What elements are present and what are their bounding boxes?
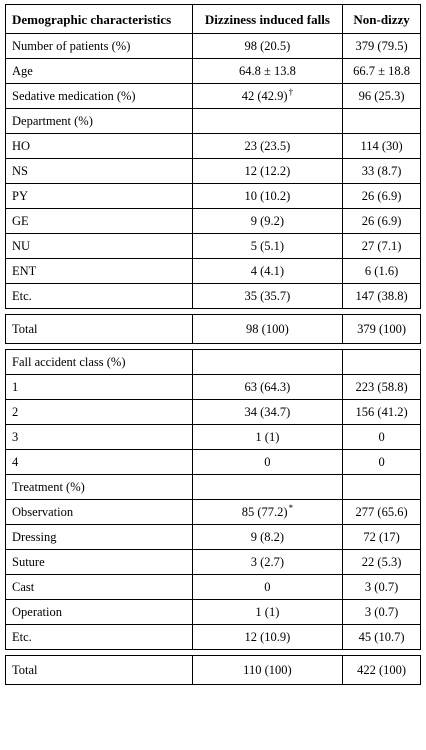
- dizziness-value-text: 98 (20.5): [244, 38, 291, 53]
- non-dizzy-value: [343, 656, 421, 685]
- non-dizzy-value-text: 379 (100): [357, 321, 407, 336]
- dizziness-value-text: 98 (100): [246, 321, 289, 336]
- non-dizzy-value-text: 0: [378, 454, 385, 469]
- dizziness-value-text: 9 (8.2): [250, 529, 285, 544]
- non-dizzy-value: [343, 84, 421, 109]
- row-label-text: Etc.: [12, 629, 32, 644]
- non-dizzy-value: [343, 400, 421, 425]
- table-row: [6, 259, 421, 284]
- dizziness-value: [192, 656, 343, 685]
- dizziness-value: [192, 84, 343, 109]
- table-row: [6, 350, 421, 375]
- non-dizzy-value: [343, 234, 421, 259]
- non-dizzy-value: [343, 475, 421, 500]
- non-dizzy-value-text: 223 (58.8): [355, 379, 408, 394]
- dizziness-value: [192, 575, 343, 600]
- table-row: [6, 315, 421, 344]
- row-label-text: 2: [12, 404, 19, 419]
- row-label: [6, 600, 193, 625]
- dizziness-value: [192, 159, 343, 184]
- row-label-text: Age: [12, 63, 33, 78]
- non-dizzy-value: [343, 209, 421, 234]
- table-row: [6, 59, 421, 84]
- row-label-text: 1: [12, 379, 19, 394]
- table-row: [6, 400, 421, 425]
- row-label: [6, 575, 193, 600]
- non-dizzy-value-text: 6 (1.6): [364, 263, 399, 278]
- non-dizzy-value-text: 156 (41.2): [355, 404, 408, 419]
- dizziness-value-text: 42 (42.9): [241, 88, 288, 103]
- non-dizzy-value: [343, 575, 421, 600]
- table-row: [6, 656, 421, 685]
- row-label: [6, 259, 193, 284]
- row-label: [6, 350, 193, 375]
- dizziness-value: [192, 600, 343, 625]
- dizziness-value: [192, 425, 343, 450]
- header-non-dizzy: Non-dizzy: [343, 5, 421, 34]
- non-dizzy-value: [343, 500, 421, 525]
- dizziness-value-text: 5 (5.1): [250, 238, 285, 253]
- non-dizzy-value: [343, 109, 421, 134]
- table-row: [6, 184, 421, 209]
- dizziness-value: [192, 550, 343, 575]
- non-dizzy-value: [343, 34, 421, 59]
- non-dizzy-value-text: 379 (79.5): [355, 38, 408, 53]
- row-label-text: Observation: [12, 504, 74, 519]
- row-label: [6, 500, 193, 525]
- non-dizzy-value: [343, 425, 421, 450]
- table-row: [6, 34, 421, 59]
- row-label-text: HO: [12, 138, 31, 153]
- dizziness-value: [192, 525, 343, 550]
- row-label-text: NU: [12, 238, 31, 253]
- non-dizzy-value-text: 22 (5.3): [361, 554, 402, 569]
- non-dizzy-value: [343, 184, 421, 209]
- table-row: [6, 625, 421, 650]
- table-row: [6, 425, 421, 450]
- dizziness-value-text: 12 (10.9): [244, 629, 291, 644]
- row-label-text: ENT: [12, 263, 37, 278]
- row-label: [6, 159, 193, 184]
- row-label-text: Operation: [12, 604, 62, 619]
- row-label: [6, 234, 193, 259]
- dizziness-value: [192, 184, 343, 209]
- table-row: [6, 159, 421, 184]
- dizziness-value: [192, 34, 343, 59]
- dizziness-value-text: 1 (1): [255, 429, 280, 444]
- non-dizzy-value-text: 26 (6.9): [361, 213, 402, 228]
- row-label: [6, 525, 193, 550]
- non-dizzy-value-text: 277 (65.6): [355, 504, 408, 519]
- non-dizzy-value: [343, 59, 421, 84]
- row-label-text: Cast: [12, 579, 35, 594]
- table-row: [6, 600, 421, 625]
- dizziness-value-text: 85 (77.2): [241, 504, 288, 519]
- non-dizzy-value-text: 26 (6.9): [361, 188, 402, 203]
- row-label: [6, 425, 193, 450]
- dizziness-value: [192, 59, 343, 84]
- non-dizzy-value-text: 27 (7.1): [361, 238, 402, 253]
- dizziness-value-text: 10 (10.2): [244, 188, 291, 203]
- table-row: [6, 450, 421, 475]
- row-label: [6, 184, 193, 209]
- row-label: [6, 134, 193, 159]
- row-label: [6, 209, 193, 234]
- row-label: [6, 656, 193, 685]
- dizziness-value-text: 0: [264, 579, 271, 594]
- dizziness-value-text: 23 (23.5): [244, 138, 291, 153]
- non-dizzy-value-text: 45 (10.7): [358, 629, 405, 644]
- non-dizzy-value-text: 72 (17): [363, 529, 400, 544]
- table-row: [6, 284, 421, 309]
- non-dizzy-value-text: 422 (100): [357, 662, 407, 677]
- table-row: [6, 234, 421, 259]
- dizziness-value-text: 3 (2.7): [250, 554, 285, 569]
- row-label: [6, 284, 193, 309]
- row-label-text: Dressing: [12, 529, 57, 544]
- non-dizzy-value: [343, 315, 421, 344]
- row-label-text: NS: [12, 163, 28, 178]
- row-label: [6, 475, 193, 500]
- footnote-marker: †: [288, 86, 294, 97]
- non-dizzy-value: [343, 525, 421, 550]
- table-body: [6, 34, 421, 685]
- dizziness-value: [192, 450, 343, 475]
- dizziness-value: [192, 109, 343, 134]
- non-dizzy-value: [343, 284, 421, 309]
- row-label-text: PY: [12, 188, 28, 203]
- non-dizzy-value: [343, 159, 421, 184]
- row-label-text: Fall accident class (%): [12, 354, 126, 369]
- non-dizzy-value: [343, 134, 421, 159]
- dizziness-value-text: 35 (35.7): [244, 288, 291, 303]
- header-characteristics: Demographic characteristics: [6, 5, 193, 34]
- dizziness-value: [192, 284, 343, 309]
- dizziness-value: [192, 375, 343, 400]
- non-dizzy-value-text: 3 (0.7): [364, 579, 399, 594]
- row-label: [6, 34, 193, 59]
- table-row: [6, 134, 421, 159]
- non-dizzy-value: [343, 375, 421, 400]
- non-dizzy-value: [343, 600, 421, 625]
- non-dizzy-value-text: 3 (0.7): [364, 604, 399, 619]
- row-label-text: GE: [12, 213, 29, 228]
- row-label: [6, 375, 193, 400]
- dizziness-value: [192, 134, 343, 159]
- row-label-text: Department (%): [12, 113, 93, 128]
- non-dizzy-value: [343, 550, 421, 575]
- row-label-text: Etc.: [12, 288, 32, 303]
- row-label: [6, 315, 193, 344]
- non-dizzy-value-text: 33 (8.7): [361, 163, 402, 178]
- row-label-text: Treatment (%): [12, 479, 85, 494]
- row-label-text: 3: [12, 429, 19, 444]
- non-dizzy-value-text: 114 (30): [360, 138, 403, 153]
- dizziness-value-text: 64.8 ± 13.8: [238, 63, 296, 78]
- dizziness-value: [192, 315, 343, 344]
- dizziness-value: [192, 259, 343, 284]
- row-label: [6, 450, 193, 475]
- row-label: [6, 84, 193, 109]
- non-dizzy-value: [343, 350, 421, 375]
- row-label-text: Suture: [12, 554, 45, 569]
- non-dizzy-value-text: 147 (38.8): [355, 288, 408, 303]
- header-row: [6, 5, 421, 34]
- non-dizzy-value: [343, 450, 421, 475]
- dizziness-value-text: 1 (1): [255, 604, 280, 619]
- non-dizzy-value-text: 96 (25.3): [358, 88, 405, 103]
- row-label-text: Number of patients (%): [12, 38, 131, 53]
- dizziness-value-text: 9 (9.2): [250, 213, 285, 228]
- dizziness-value-text: 12 (12.2): [244, 163, 291, 178]
- table-row: [6, 109, 421, 134]
- row-label: [6, 109, 193, 134]
- header-dizziness-falls: Dizziness induced falls: [192, 5, 343, 34]
- table-row: [6, 575, 421, 600]
- dizziness-value: [192, 625, 343, 650]
- row-label-text: Sedative medication (%): [12, 88, 136, 103]
- dizziness-value: [192, 500, 343, 525]
- row-label: [6, 625, 193, 650]
- dizziness-value: [192, 234, 343, 259]
- row-label-text: 4: [12, 454, 19, 469]
- dizziness-value-text: 4 (4.1): [250, 263, 285, 278]
- dizziness-value-text: 0: [264, 454, 271, 469]
- demographics-table: [5, 4, 421, 685]
- dizziness-value-text: 110 (100): [243, 662, 292, 677]
- table-row: [6, 500, 421, 525]
- table-row: [6, 209, 421, 234]
- row-label-text: Total: [12, 321, 38, 336]
- table-row: [6, 475, 421, 500]
- non-dizzy-value: [343, 259, 421, 284]
- dizziness-value: [192, 475, 343, 500]
- row-label: [6, 59, 193, 84]
- table-row: [6, 84, 421, 109]
- row-label: [6, 400, 193, 425]
- table-row: [6, 525, 421, 550]
- dizziness-value: [192, 350, 343, 375]
- row-label: [6, 550, 193, 575]
- table-row: [6, 550, 421, 575]
- non-dizzy-value-text: 0: [378, 429, 385, 444]
- dizziness-value: [192, 400, 343, 425]
- dizziness-value: [192, 209, 343, 234]
- dizziness-value-text: 34 (34.7): [244, 404, 291, 419]
- table-row: [6, 375, 421, 400]
- non-dizzy-value: [343, 625, 421, 650]
- non-dizzy-value-text: 66.7 ± 18.8: [353, 63, 411, 78]
- dizziness-value-text: 63 (64.3): [244, 379, 291, 394]
- footnote-marker: *: [288, 502, 294, 513]
- row-label-text: Total: [12, 662, 38, 677]
